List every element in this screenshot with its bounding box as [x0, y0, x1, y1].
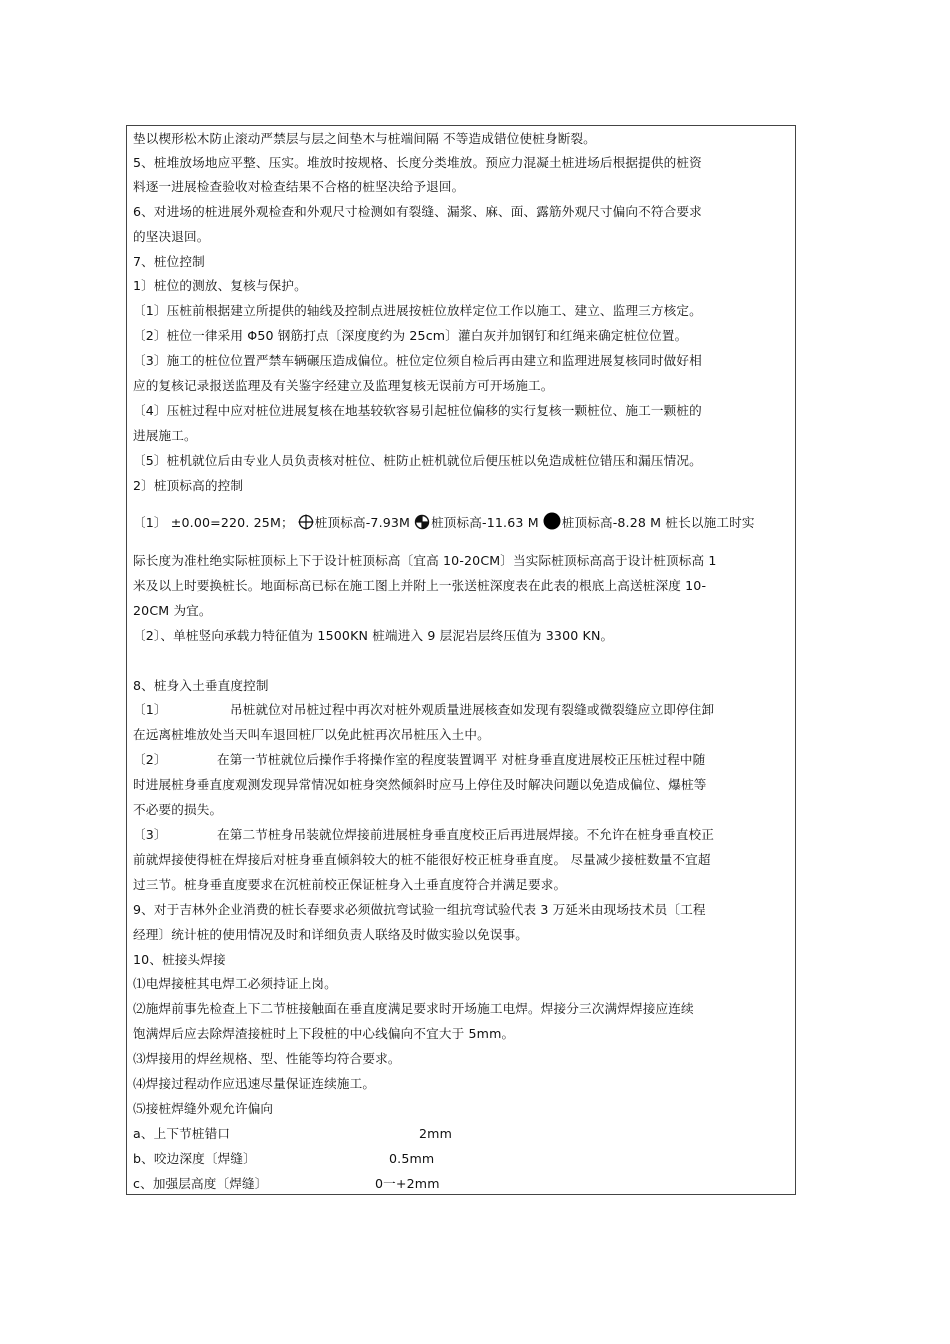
- text-line: ⑴电焊接桩其电焊工必须持证上岗。: [133, 976, 337, 991]
- elevation-line: [133, 512, 793, 534]
- elevation-value-1: 桩顶标高-7.93M: [314, 515, 411, 530]
- text-line: 〔1〕压桩前根据建立所提供的轴线及控制点进展按桩位放样定位工作以施工、建立、监理三方核定。: [133, 303, 702, 318]
- text-line: 时进展桩身垂直度观测发现异常情况如桩身突然倾斜时应马上停住及时解决问题以免造成偏位、爆桩等: [133, 777, 707, 792]
- text-line: 不必要的损失。: [133, 802, 223, 817]
- text-line: 的坚决退回。: [133, 229, 210, 244]
- tolerance-value: 0.5mm: [389, 1151, 435, 1166]
- text-line: ⑵施焊前事先检查上下二节桩接触面在垂直度满足要求时开场施工电焊。焊接分三次满焊焊接应连续: [133, 1001, 694, 1016]
- text-line: 经理〕统计桩的使用情况及时和详细负责人联络及时做实验以免误事。: [133, 927, 529, 942]
- text-line: ⑷焊接过程动作应迅速尽量保证连续施工。: [133, 1076, 376, 1091]
- filled-circle-icon: [543, 512, 561, 534]
- text-line: [133, 752, 793, 768]
- tolerance-value: 2mm: [419, 1126, 452, 1141]
- text-line: 6、对进场的桩进展外观检查和外观尺寸检测如有裂缝、漏浆、麻、面、露筋外观尺寸偏向不符合要求: [133, 204, 702, 219]
- text-line: 饱满焊后应去除焊渣接桩时上下段桩的中心线偏向不宜大于 5mm。: [133, 1026, 515, 1041]
- elevation-value-3: 桩顶标高-8.28 M 桩长以施工时实: [561, 515, 755, 530]
- text-line: 过三节。桩身垂直度要求在沉桩前校正保证桩身入土垂直度符合并满足要求。: [133, 877, 567, 892]
- elevation-prefix: 〔1〕 ±0.00=220. 25M；: [133, 515, 294, 530]
- step-number: 〔1〕: [133, 702, 167, 717]
- step-number: 〔3〕: [133, 827, 167, 842]
- text-line: 〔5〕桩机就位后由专业人员负责核对桩位、桩防止桩机就位后便压桩以免造成桩位错压和漏压情况。: [133, 453, 702, 468]
- step-number: 〔2〕: [133, 752, 167, 767]
- step-text: 吊桩就位对吊桩过程中再次对桩外观质量进展核查如发现有裂缝或微裂缝应立即停住卸: [230, 702, 715, 717]
- text-line: 20CM 为宜。: [133, 603, 212, 618]
- text-line: 5、桩堆放场地应平整、压实。堆放时按规格、长度分类堆放。预应力混凝土桩进场后根据提供的桩资: [133, 155, 702, 170]
- tolerance-row: [133, 1151, 793, 1167]
- text-line: 米及以上时要换桩长。地面标高已标在施工图上并附上一张送桩深度表在此表的根底上高送桩深度 10-: [133, 578, 707, 593]
- text-line: 2〕桩顶标高的控制: [133, 478, 244, 493]
- text-line: 〔3〕施工的桩位位置严禁车辆碾压造成偏位。桩位定位须自检后再由建立和监理进展复核同时做好相: [133, 353, 702, 368]
- text-line: 〔4〕压桩过程中应对桩位进展复核在地基较软容易引起桩位偏移的实行复核一颗桩位、施工一颗桩的: [133, 403, 702, 418]
- section-heading: 7、桩位控制: [133, 254, 205, 269]
- text-line: ⑶焊接用的焊丝规格、型、性能等均符合要求。: [133, 1051, 401, 1066]
- elevation-value-2: 桩顶标高-11.63 M: [431, 515, 539, 530]
- text-line: 料逐一进展检查验收对检查结果不合格的桩坚决给予退回。: [133, 179, 465, 194]
- section-heading: 8、桩身入土垂直度控制: [133, 678, 269, 693]
- text-line: 前就焊接使得桩在焊接后对桩身垂直倾斜较大的桩不能很好校正桩身垂直度。 尽量减少接桩数量不宜超: [133, 852, 711, 867]
- tolerance-label: c、加强层高度〔焊缝〕: [133, 1176, 268, 1191]
- tolerance-label: b、咬边深度〔焊缝〕: [133, 1151, 256, 1166]
- text-line: ⑸接桩焊缝外观允许偏向: [133, 1101, 274, 1116]
- quartered-circle-icon: [414, 514, 430, 534]
- step-text: 在第二节桩身吊装就位焊接前进展桩身垂直度校正后再进展焊接。不允许在桩身垂直校正: [217, 827, 715, 842]
- text-line: [133, 827, 793, 843]
- text-line: 垫以楔形松木防止滚动严禁层与层之间垫木与桩端间隔 不等造成错位使桩身断裂。: [133, 131, 596, 146]
- text-line: 〔2〕桩位一律采用 Φ50 钢筋打点〔深度度约为 25cm〕灌白灰并加钢钉和红绳来确定桩位位置。: [133, 328, 688, 343]
- text-line: 1〕桩位的测放、复核与保护。: [133, 278, 307, 293]
- text-line: 9、对于吉林外企业消费的桩长春要求必须做抗弯试验一组抗弯试验代表 3 万延米由现场技术员〔工程: [133, 902, 706, 917]
- text-line: 在远离桩堆放处当天叫车退回桩厂以免此桩再次吊桩压入土中。: [133, 727, 490, 742]
- step-text: 在第一节桩就位后操作手将操作室的程度装置调平 对桩身垂直度进展校正压桩过程中随: [217, 752, 706, 767]
- text-line: 际长度为准杜绝实际桩顶标上下于设计桩顶标高〔宜高 10-20CM〕当实际桩顶标高高于设计桩顶标高 1: [133, 553, 717, 568]
- text-line: 〔2〕、单桩竖向承载力特征值为 1500KN 桩端进入 9 层泥岩层终压值为 3300 KN。: [133, 628, 614, 643]
- text-line: 应的复核记录报送监理及有关鉴字经建立及监理复核无误前方可开场施工。: [133, 378, 554, 393]
- tolerance-value: 0一+2mm: [375, 1176, 440, 1191]
- tolerance-row: [133, 1126, 793, 1142]
- tolerance-label: a、上下节桩错口: [133, 1126, 231, 1141]
- tolerance-row: [133, 1176, 793, 1192]
- crosshair-circle-icon: [298, 514, 314, 534]
- section-heading: 10、桩接头焊接: [133, 952, 226, 967]
- text-line: [133, 702, 793, 718]
- text-line: 进展施工。: [133, 428, 197, 443]
